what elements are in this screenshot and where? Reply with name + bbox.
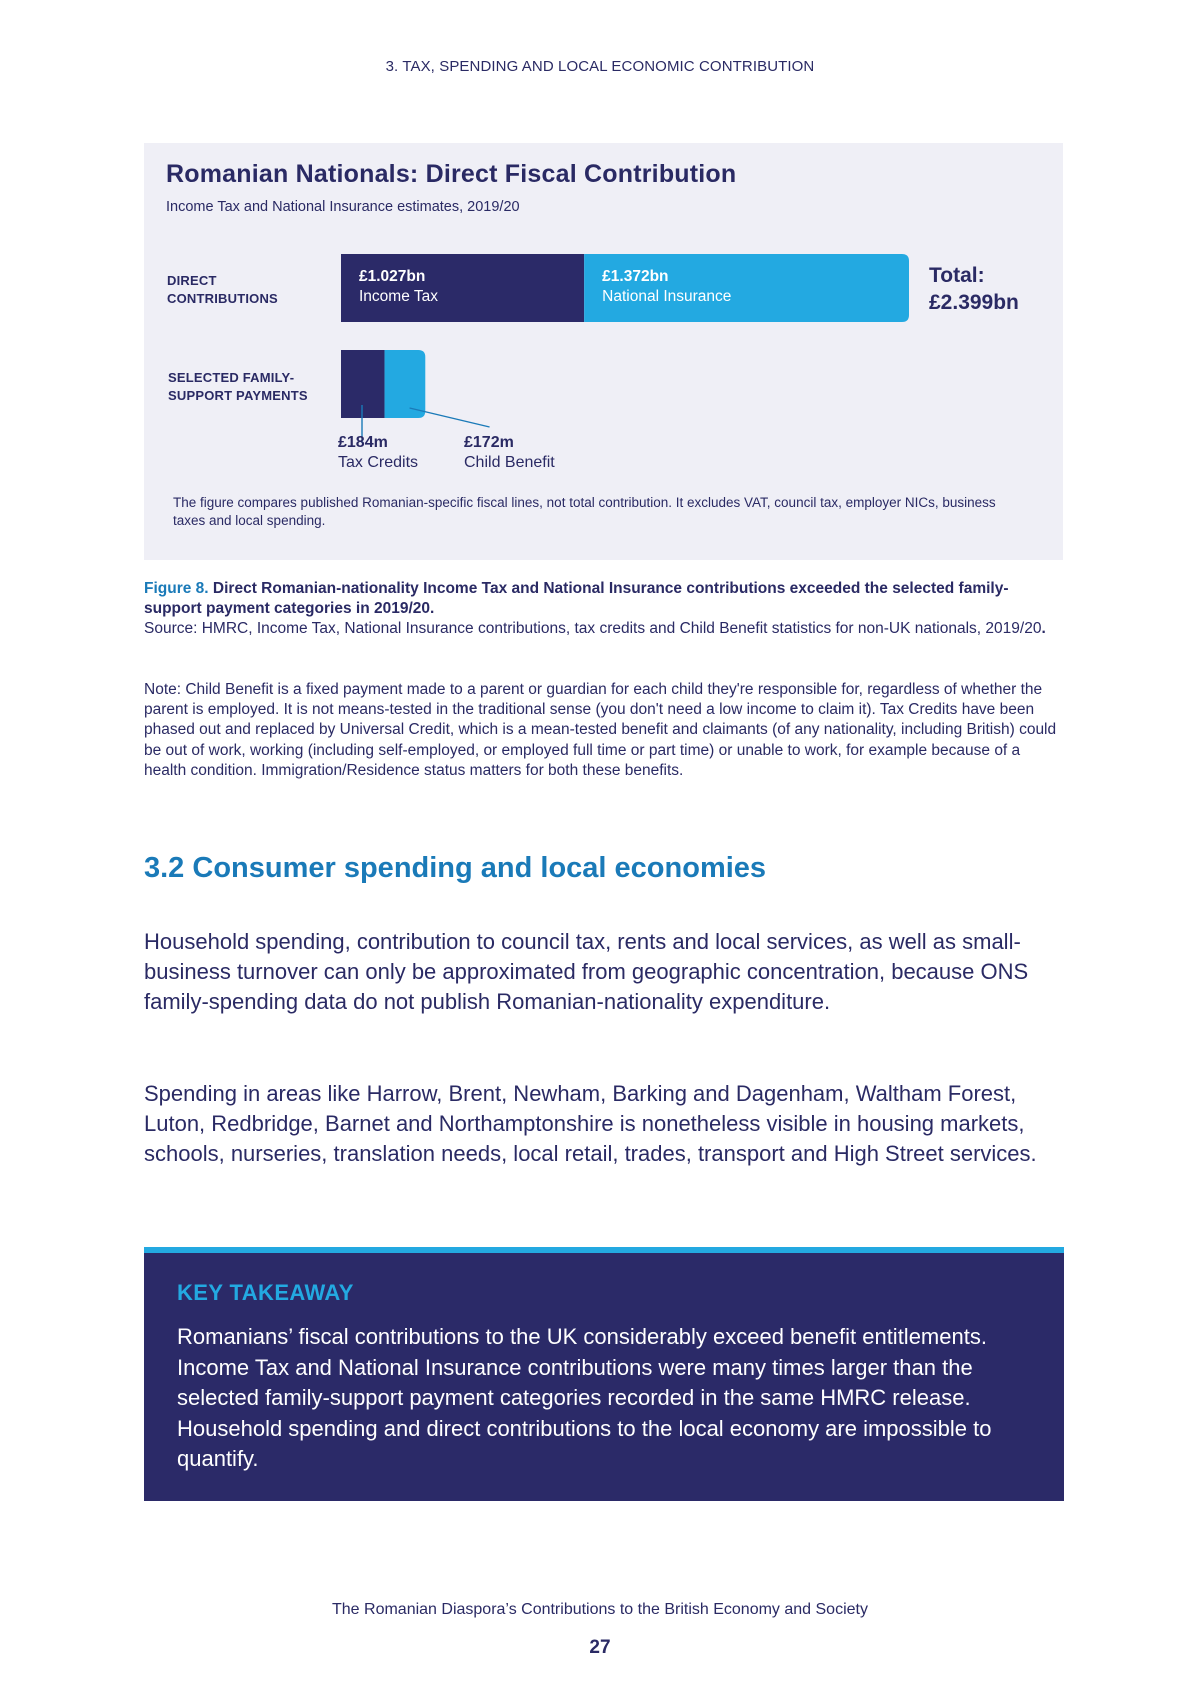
total-label [929, 262, 1019, 316]
callout-child-benefit [464, 433, 555, 473]
chart-title: Romanian Nationals: Direct Fiscal Contribution [166, 160, 737, 188]
figure-caption [144, 579, 1064, 639]
bar-segment-tax-credits [341, 350, 385, 418]
figure-label: Figure 8. [144, 580, 209, 597]
leader-line-child-benefit [410, 408, 490, 427]
callout-value: £184m [338, 434, 388, 451]
bar-label-income-tax [359, 267, 438, 307]
figure-source: Source: HMRC, Income Tax, National Insurance contributions, tax credits and Child Benefit statistics for non-UK nationals, 2019/20 [144, 620, 1042, 637]
bar-name: Income Tax [359, 288, 438, 305]
key-takeaway-text: Romanians’ fiscal contributions to the UK considerably exceed benefit entitlements. Income Tax and National Insurance contributions were many times larger than the selected family-support payment categories recorded in the same HMRC release. Household spending and direct contributions to the local economy are impossible to quantify. [177, 1324, 992, 1471]
page-number: 27 [589, 1637, 611, 1658]
bar-value: £1.027bn [359, 268, 426, 285]
footer-title: The Romanian Diaspora’s Contributions to the British Economy and Society [332, 1601, 868, 1618]
section-heading: 3.2 Consumer spending and local economies [144, 852, 767, 884]
total-value: £2.399bn [929, 291, 1019, 314]
callout-name: Child Benefit [464, 454, 555, 471]
body-paragraph: Household spending, contribution to council tax, rents and local services, as well as small-business turnover can only be approximated from geographic concentration, because ONS family-spending data do not publish Romanian-nationality expenditure. [144, 929, 1029, 1014]
row-label-line: DIRECT [167, 273, 217, 288]
bar-name: National Insurance [602, 288, 732, 305]
chart-note: The figure compares published Romanian-specific fiscal lines, not total contribution. It excludes VAT, council tax, employer NICs, business taxes and local spending. [173, 495, 996, 528]
bar-value: £1.372bn [602, 268, 669, 285]
row-label-line: CONTRIBUTIONS [167, 291, 278, 306]
benefit-note: Note: Child Benefit is a fixed payment made to a parent or guardian for each child they're responsible for, regardless of whether the parent is employed. It is not means-tested in the traditional sense (you don't need a low income to claim it). Tax Credits have been phased out and replaced by Universal Credit, which is a mean-tested benefit and claimants (of any nationality, including British) could be out of work, working (including self-employed, or employed full time or part time) or unable to work, for example because of a health condition. Immigration/Residence status matters for both these benefits. [144, 681, 1057, 779]
bar-label-national-insurance [602, 267, 731, 307]
bar-segment-child-benefit [385, 350, 426, 418]
callout-value: £172m [464, 434, 514, 451]
row-label-line: SUPPORT PAYMENTS [168, 388, 308, 403]
callout-tax-credits [338, 433, 418, 473]
figure-title: Direct Romanian-nationality Income Tax and National Insurance contributions exceeded the selected family-support payment categories in 2019/20. [144, 580, 1009, 617]
running-header: 3. TAX, SPENDING AND LOCAL ECONOMIC CONTRIBUTION [385, 58, 815, 75]
body-paragraph: Spending in areas like Harrow, Brent, Newham, Barking and Dagenham, Waltham Forest, Luton, Redbridge, Barnet and Northamptonshire is nonetheless visible in housing markets, schools, nurseries, translation needs, local retail, trades, transport and High Street services. [144, 1081, 1037, 1166]
row-label-line: SELECTED FAMILY- [168, 370, 295, 385]
key-takeaway-label: KEY TAKEAWAY [177, 1280, 354, 1305]
chart-subtitle: Income Tax and National Insurance estimates, 2019/20 [166, 199, 520, 215]
callout-name: Tax Credits [338, 454, 419, 471]
figure-source-end: . [1041, 620, 1046, 637]
total-heading: Total: [929, 264, 985, 287]
